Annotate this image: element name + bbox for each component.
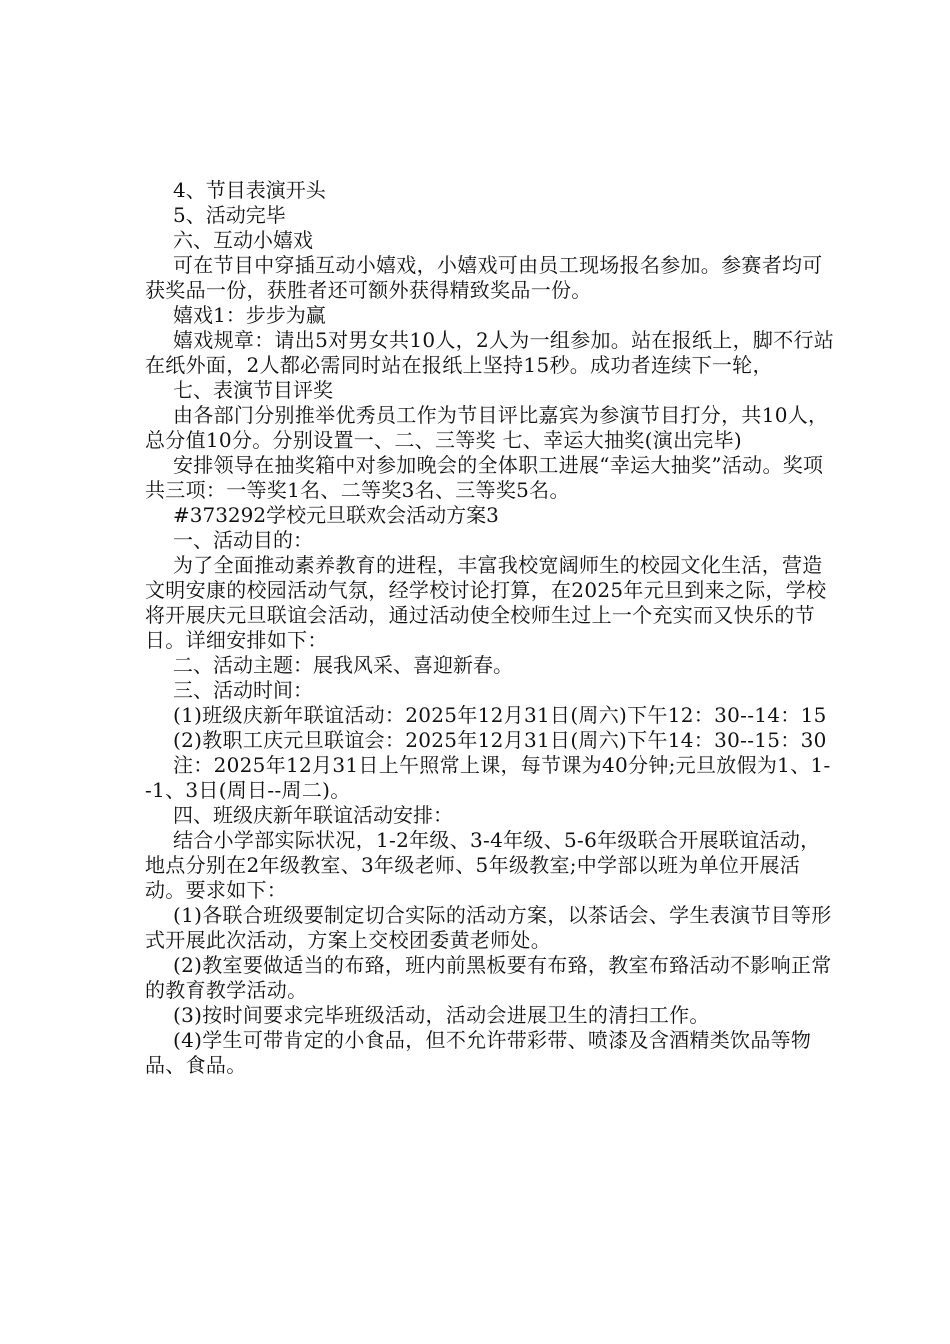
paragraph: (2)教室要做适当的布臵，班内前黑板要有布臵，教室布臵活动不影响正常的教育教学活动。 — [145, 953, 832, 1002]
section-heading: 三、活动时间： — [173, 678, 313, 702]
paragraph: 5、活动完毕 — [173, 203, 286, 227]
paragraph: (1)各联合班级要制定切合实际的活动方案，以茶话会、学生表演节目等形式开展此次活动，方案上交校团委黄老师处。 — [145, 903, 832, 952]
section-heading: 七、表演节目评奖 — [173, 378, 333, 402]
paragraph: 由各部门分别推举优秀员工作为节目评比嘉宾为参演节目打分，共10人，总分值10分。分别设置一、二、三等奖 七、幸运大抽奖(演出完毕) — [145, 403, 829, 452]
section-heading: 一、活动目的： — [173, 528, 313, 552]
paragraph: (3)按时间要求完毕班级活动，活动会进展卫生的清扫工作。 — [173, 1003, 710, 1027]
document-body — [145, 178, 835, 1078]
paragraph: 结合小学部实际状况，1-2年级、3-4年级、5-6年级联合开展联谊活动，地点分别在2年级教室、3年级老师、5年级教室;中学部以班为单位开展活动。要求如下： — [145, 828, 821, 902]
section-heading: 二、活动主题：展我风采、喜迎新春。 — [173, 653, 513, 677]
paragraph: 嬉戏规章：请出5对男女共10人，2人为一组参加。站在报纸上，脚不行站在纸外面，2人都必需同时站在报纸上坚持15秒。成功者连续下一轮， — [145, 328, 835, 377]
paragraph: (4)学生可带肯定的小食品，但不允许带彩带、喷漆及含酒精类饮品等物品、食品。 — [145, 1028, 812, 1077]
paragraph: 注：2025年12月31日上午照常上课，每节课为40分钟;元旦放假为1、1--1、3日(周日--周二)。 — [145, 753, 831, 802]
paragraph: 4、节目表演开头 — [173, 178, 326, 202]
paragraph: 嬉戏1：步步为赢 — [173, 303, 326, 327]
section-heading: 四、班级庆新年联谊活动安排： — [173, 803, 453, 827]
paragraph: 为了全面推动素养教育的进程，丰富我校宽阔师生的校园文化生活，营造文明安康的校园活动气氛，经学校讨论打算，在2025年元旦到来之际，学校将开展庆元旦联谊会活动，通过活动使全校师生过上一个充实而又快乐的节日。详细安排如下： — [145, 553, 827, 652]
paragraph: (2)教职工庆元旦联谊会：2025年12月31日(周六)下午14：30--15：30 — [173, 728, 827, 752]
section-heading: 六、互动小嬉戏 — [173, 228, 313, 252]
document-subtitle: #373292学校元旦联欢会活动方案3 — [173, 503, 499, 527]
paragraph: 安排领导在抽奖箱中对参加晚会的全体职工进展“幸运大抽奖”活动。奖项共三项：一等奖1名、二等奖3名、三等奖5名。 — [145, 453, 824, 502]
paragraph: (1)班级庆新年联谊活动：2025年12月31日(周六)下午12：30--14：15 — [173, 703, 827, 727]
paragraph: 可在节目中穿插互动小嬉戏，小嬉戏可由员工现场报名参加。参赛者均可获奖品一份，获胜者还可额外获得精致奖品一份。 — [145, 253, 823, 302]
